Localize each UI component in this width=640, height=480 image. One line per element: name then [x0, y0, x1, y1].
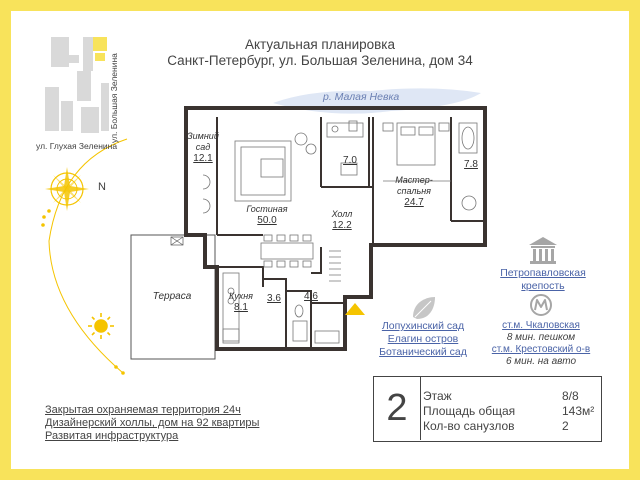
- page-title: Актуальная планировка: [244, 37, 396, 52]
- street-vertical-label: ул. Большая Зеленина: [109, 53, 119, 143]
- metro-krestovsky[interactable]: ст.м. Крестовский о-в: [491, 344, 591, 355]
- river-label: р. Малая Невка: [323, 91, 400, 103]
- room-bath-1: [337, 155, 363, 166]
- room-label: Кухня: [229, 291, 253, 301]
- room-area: 24.7: [404, 197, 424, 208]
- rooms-count: 2: [374, 377, 421, 440]
- metro-2-note: 6 мин. на авто: [505, 356, 577, 367]
- street-horizontal-label: ул. Глухая Зеленина: [36, 141, 118, 151]
- floor-value: 8/8: [562, 389, 579, 403]
- room-area: 7.0: [343, 155, 357, 166]
- room-winter-garden: [183, 131, 223, 164]
- park-elagin: Елагин остров: [387, 333, 459, 345]
- baths-value: 2: [562, 419, 569, 433]
- room-area: 4.6: [304, 291, 318, 302]
- compass-north-label: N: [98, 181, 106, 193]
- landmark-parks[interactable]: [369, 320, 477, 359]
- floor-plan-sheet: [11, 11, 629, 469]
- room-storage: [300, 291, 322, 302]
- room-area: 50.0: [257, 215, 277, 226]
- room-area: 12.2: [332, 220, 352, 231]
- room-terrace: [147, 291, 197, 302]
- area-label: Площадь общая: [423, 404, 516, 418]
- sun-icon: [88, 313, 114, 339]
- room-hall: [327, 209, 357, 231]
- feature-security: Закрытая охраняемая территория 24ч: [45, 404, 241, 416]
- room-kitchen: [225, 291, 257, 313]
- room-label: Терраса: [152, 291, 192, 302]
- metro-info: [481, 320, 601, 368]
- feature-design: Дизайнерский холлы, дом на 92 квартиры: [45, 417, 260, 429]
- leaf-icon: [413, 297, 435, 319]
- room-area: 3.6: [267, 293, 281, 304]
- metro-icon: [531, 295, 551, 315]
- room-label: Холл: [331, 209, 353, 219]
- baths-label: Кол-во санузлов: [423, 419, 515, 433]
- room-area: 7.8: [464, 159, 478, 170]
- summary-box: [373, 376, 602, 442]
- room-area: 12.1: [193, 153, 213, 164]
- room-area: 8.1: [234, 302, 248, 313]
- room-label: Зимний: [187, 131, 219, 141]
- room-label: сад: [195, 142, 211, 152]
- room-bath-2: [458, 159, 484, 170]
- room-label: Гостиная: [246, 204, 288, 214]
- landmark-fortress[interactable]: Петропавловская крепость: [500, 267, 586, 292]
- park-botanical: Ботанический сад: [379, 346, 467, 358]
- floor-label: Этаж: [423, 389, 452, 403]
- room-living: [241, 204, 293, 226]
- room-bedroom: [389, 175, 439, 208]
- sun-dots: [41, 209, 125, 375]
- entrance-marker: [345, 303, 365, 315]
- room-label: спальня: [397, 186, 431, 196]
- metro-chkalovskaya[interactable]: ст.м. Чкаловская: [502, 320, 580, 331]
- feature-infrastructure: Развитая инфраструктура: [45, 430, 179, 442]
- compass-rose-icon: [45, 167, 89, 211]
- room-label: Мастер-: [395, 175, 433, 185]
- park-lopukhinsky: Лопухинский сад: [381, 320, 465, 332]
- museum-icon: [529, 237, 557, 264]
- room-wc: [263, 293, 285, 304]
- area-value: 143м²: [562, 404, 595, 418]
- metro-1-note: 8 мин. пешком: [506, 332, 576, 343]
- address: Санкт-Петербург, ул. Большая Зеленина, дом 34: [167, 53, 473, 68]
